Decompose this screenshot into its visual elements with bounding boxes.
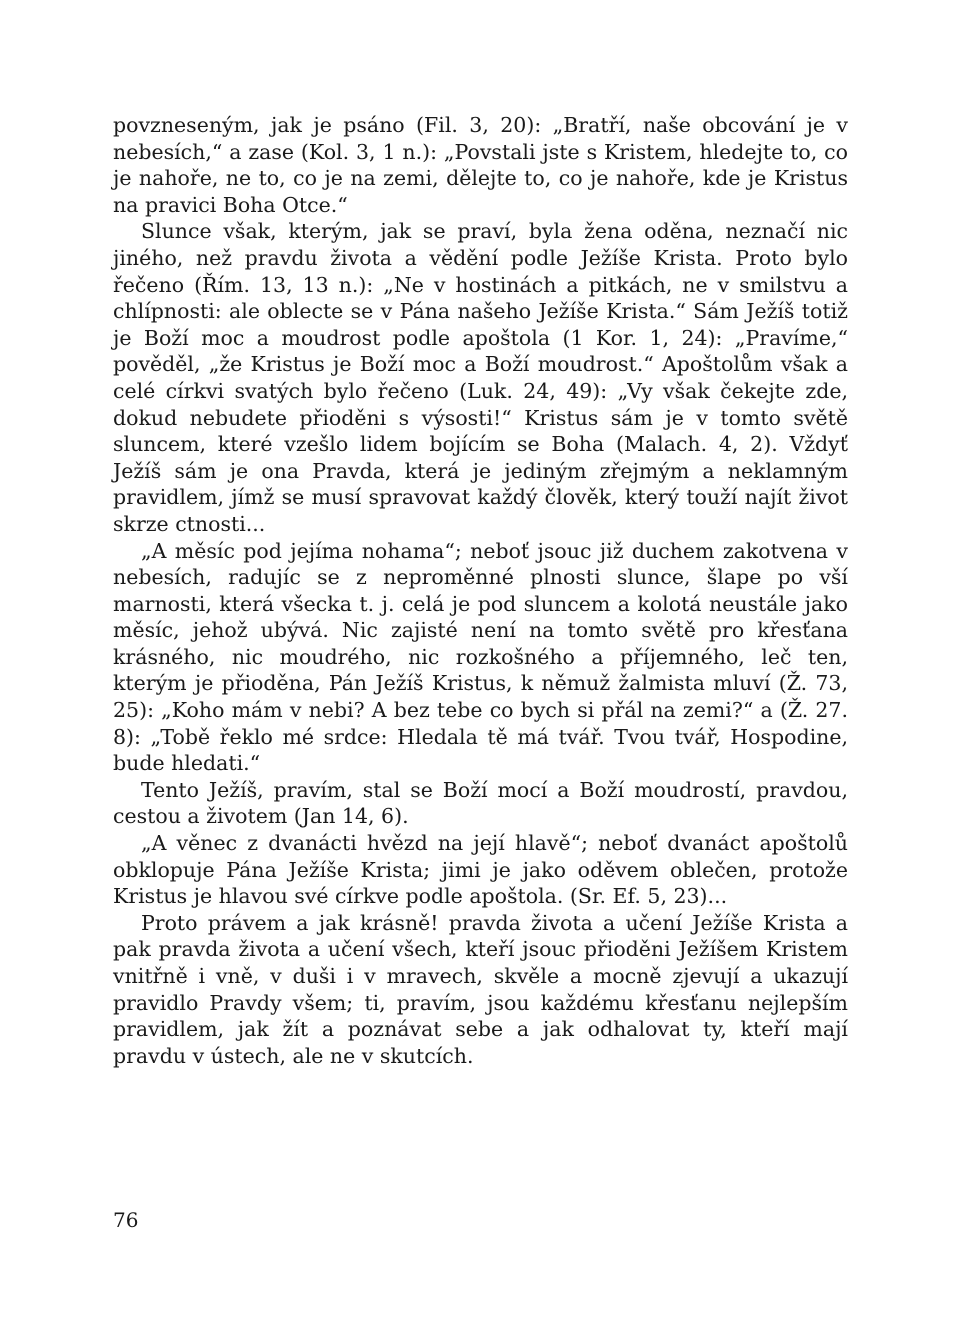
paragraph-5: „A věnec z dvanácti hvězd na její hlavě“; neboť dvanáct apoštolů obklopuje Pána Ježíše Krista; jimi je jako oděvem oblečen, protože Kristus je hlavou své církve podle apoštola. (Sr. Ef. 5, 23)... [113, 831, 848, 909]
page-number: 76 [113, 1208, 139, 1232]
paragraph-2: Slunce však, kterým, jak se praví, byla žena oděna, neznačí nic jiného, než pravdu života a vědění podle Ježíše Krista. Proto bylo řečeno (Řím. 13, 13 n.): „Ne v hostinách a pitkách, ne v smilstvu a chlípnosti: ale oblecte se v Pána našeho Ježíše Krista.“ Sám Ježíš totiž je Boží moc a moudrost podle apoštola (1 Kor. 1, 24): „Pravíme,“ pověděl, „že Kristus je Boží moc a Boží moudrost.“ Apoštolům však a celé církvi svatých bylo řečeno (Luk. 24, 49): „Vy však čekejte zde, dokud nebudete přioděni s výsosti!“ Kristus sám je v tomto světě sluncem, které vzešlo lidem bojícím se Boha (Malach. 4, 2). Vždyť Ježíš sám je ona Pravda, která je jediným zřejmým a neklamným pravidlem, jímž se musí spravovat každý člověk, který touží najít život skrze ctnosti... [113, 219, 848, 536]
body-text [113, 112, 848, 1069]
paragraph-6: Proto právem a jak krásně! pravda života a učení Ježíše Krista a pak pravda života a učení všech, kteří jsouc přioděni Ježíšem Kristem vnitřně i vně, v duši i v mravech, skvěle a mocně zjevují a ukazují pravidlo Pravdy všem; ti, pravím, jsou každému křesťanu nejlepším pravidlem, jak žít a poznávat sebe a jak odhalovat ty, kteří mají pravdu v ústech, ale ne v skutcích. [113, 910, 848, 1068]
paragraph-3: „A měsíc pod jejíma nohama“; neboť jsouc již duchem zakotvena v nebesích, radujíc se z neproměnné plnosti slunce, šlape po vší marnosti, která všecka t. j. celá je pod sluncem a kolotá neustále jako měsíc, jehož ubývá. Nic zajisté není na tomto světě pro křesťana krásného, nic moudrého, nic rozkošného a příjemného, leč ten, kterým je přioděna, Pán Ježíš Kristus, k němuž žalmista mluví (Ž. 73, 25): „Koho mám v nebi? A bez tebe co bych si přál na zemi?“ a (Ž. 27. 8): „Tobě řeklo mé srdce: Hledala tě má tvář. Tvou tvář, Hospodine, bude hledati.“ [113, 538, 848, 776]
paragraph-1: povzneseným, jak je psáno (Fil. 3, 20): „Bratří, naše obcování je v nebesích,“ a zase (Kol. 3, 1 n.): „Povstali jste s Kristem, hledejte to, co je nahoře, ne to, co je na zemi, dělejte to, co je nahoře, kde je Kristus na pravici Boha Otce.“ [113, 113, 848, 217]
paragraph-4: Tento Ježíš, pravím, stal se Boží mocí a Boží moudrostí, pravdou, cestou a životem (Jan 14, 6). [113, 777, 848, 829]
